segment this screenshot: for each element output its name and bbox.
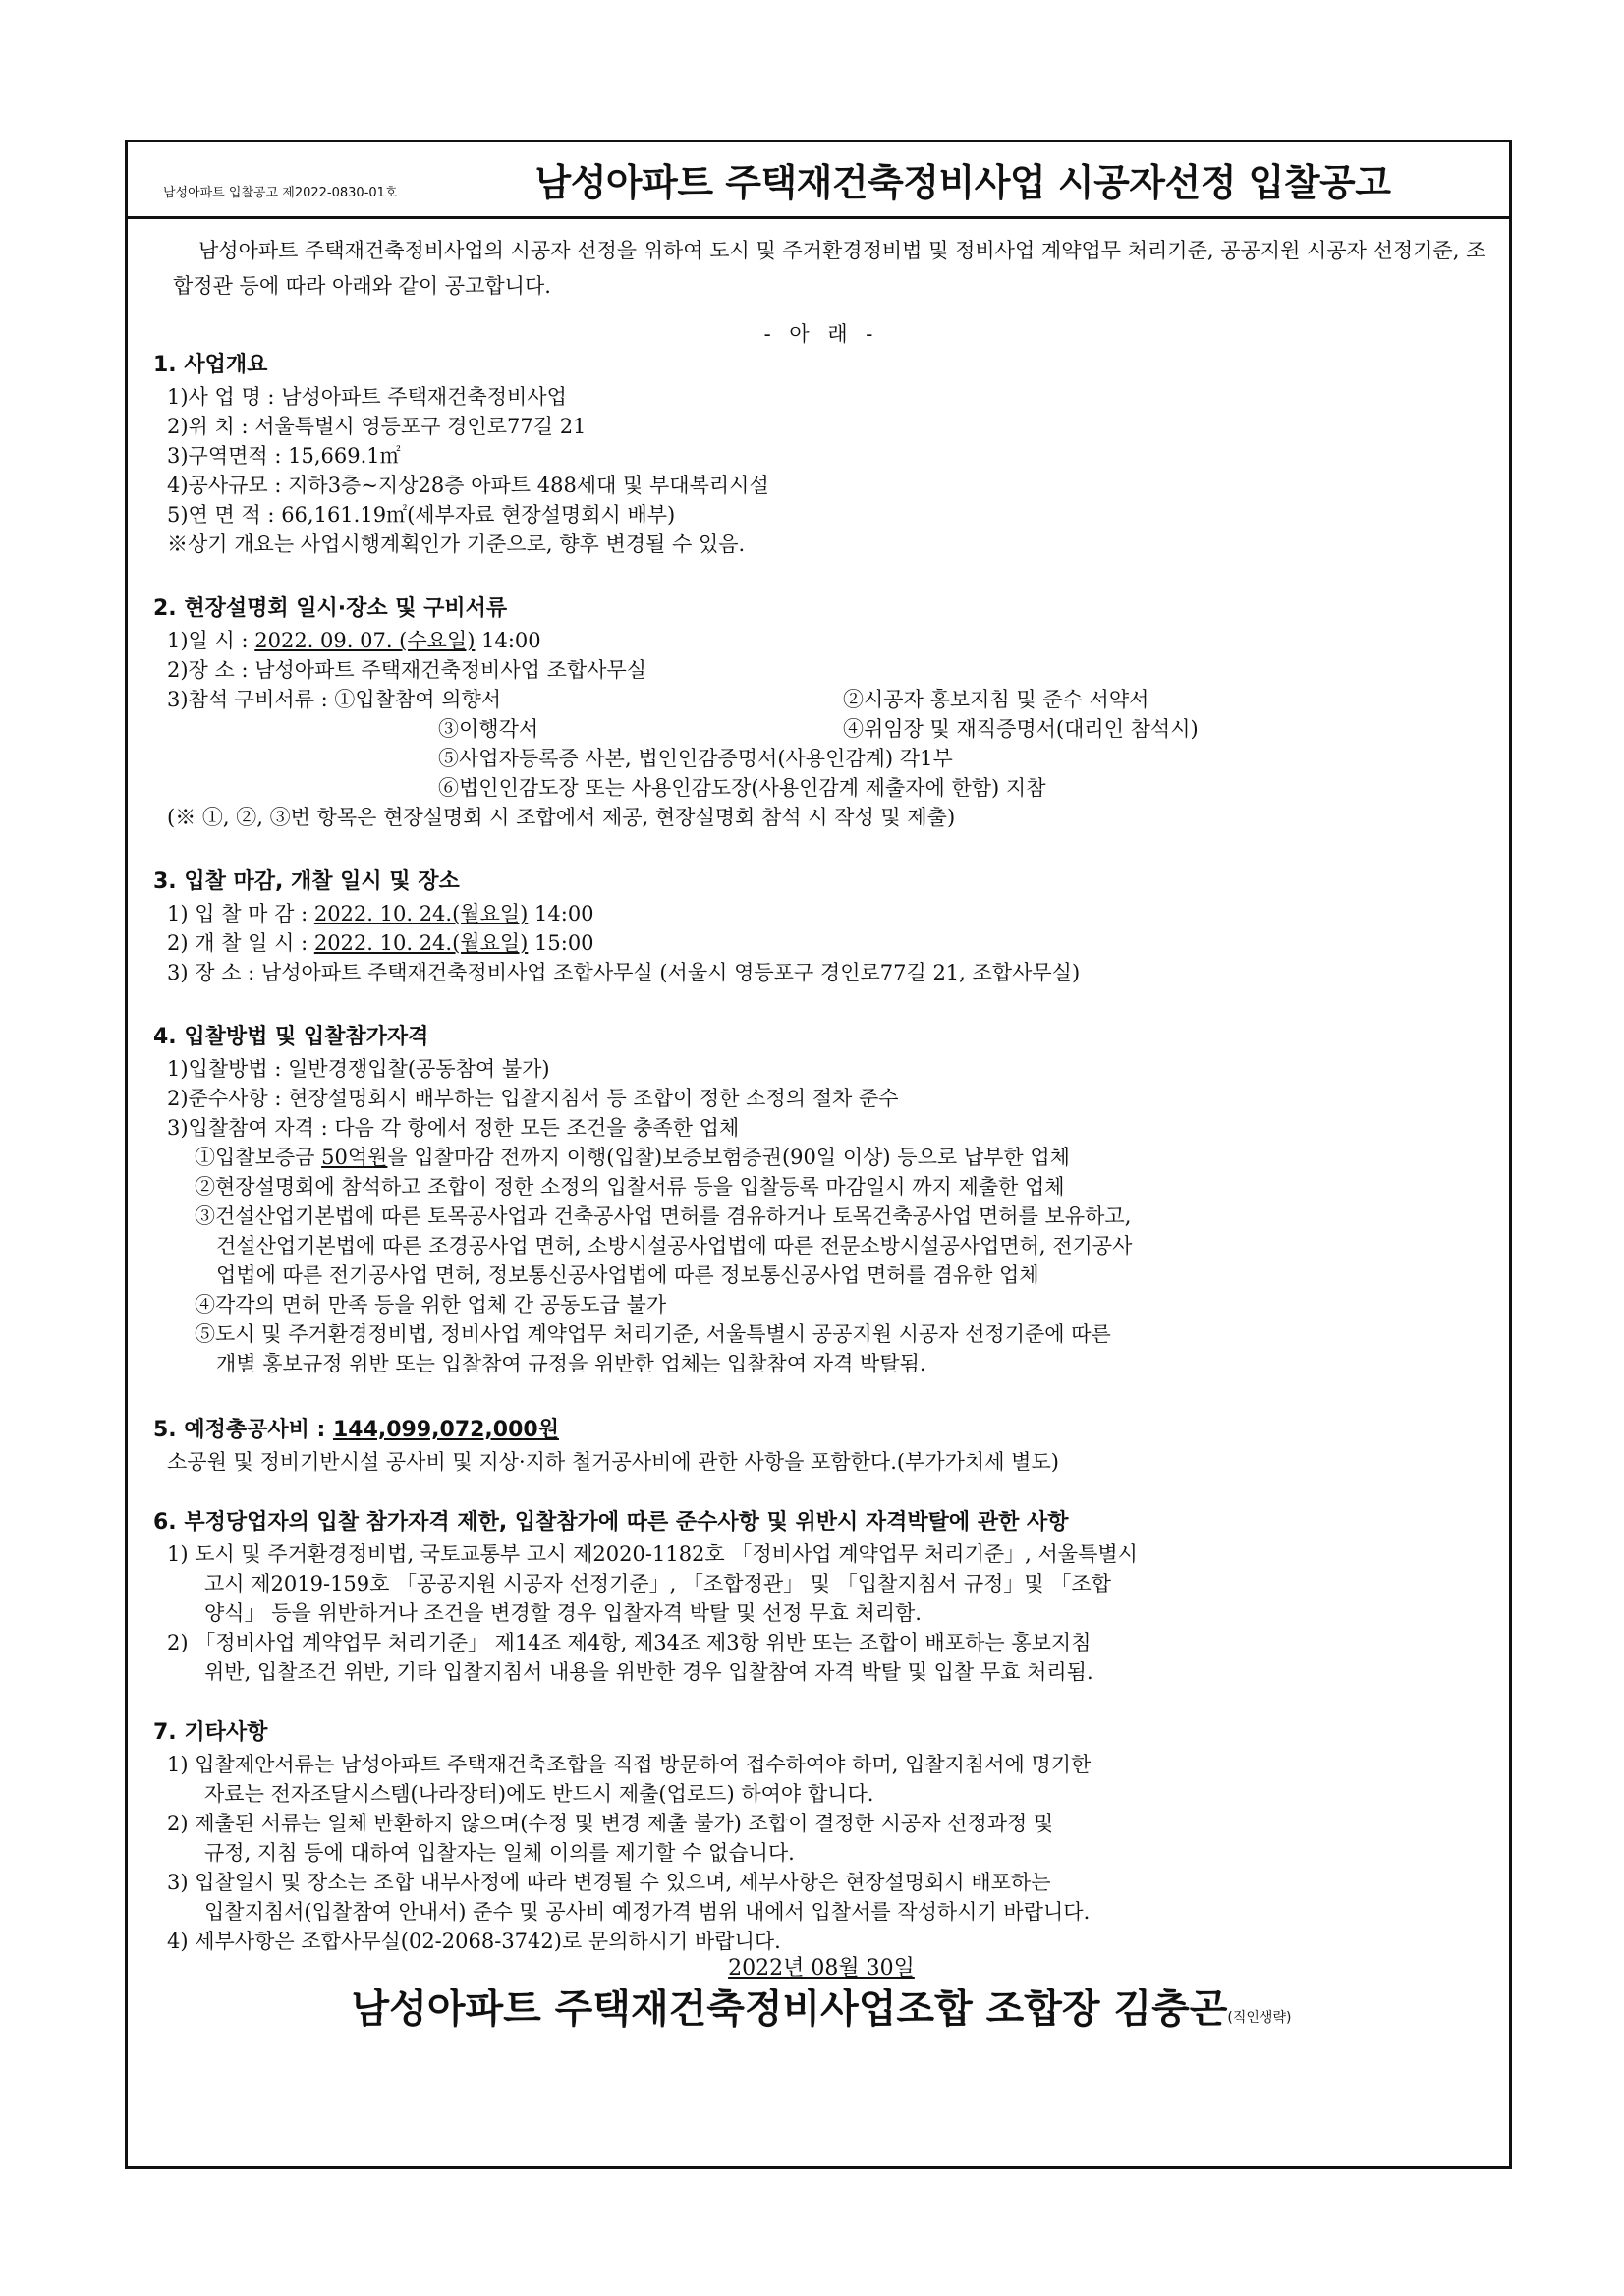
section-2-title: 2. 현장설명회 일시·장소 및 구비서류 (153, 596, 508, 621)
s3-opening (167, 928, 594, 958)
s2-time: 14:00 (475, 629, 541, 652)
s7-item-2a: 2) 제출된 서류는 일체 반환하지 않으며(수정 및 변경 제출 불가) 조합이 결정한 시공자 선정과정 및 (167, 1812, 1054, 1835)
intro-paragraph: 남성아파트 주택재건축정비사업의 시공자 선정을 위하여 도시 및 주거환경정비법 및 정비사업 계약업무 처리기준, 공공지원 시공자 선정기준, 조합정관 등에 따라 아래와 같이 공고합니다. (173, 239, 1486, 298)
s6-item-2a: 2) 「정비사업 계약업무 처리기준」 제14조 제4항, 제34조 제3항 위반 또는 조합이 배포하는 홍보지침 (167, 1631, 1092, 1654)
section-7-title: 7. 기타사항 (153, 1720, 268, 1745)
s2-datetime (167, 626, 541, 655)
s2-place: 2)장 소 : 남성아파트 주택재건축정비사업 조합사무실 (167, 658, 647, 682)
s2-docs-6: ⑥법인인감도장 또는 사용인감도장(사용인감계 제출자에 한함) 지참 (438, 776, 1046, 800)
s1-note: ※상기 개요는 사업시행계획인가 기준으로, 향후 변경될 수 있음. (167, 532, 746, 556)
s2-docs-2: ②시공자 홍보지침 및 준수 서약서 (843, 688, 1149, 711)
notice-frame (125, 140, 1512, 2169)
s5-amount: 144,099,072,000원 (332, 1418, 559, 1442)
s3-opening-time: 15:00 (528, 931, 594, 955)
s6-item-1a: 1) 도시 및 주거환경정비법, 국토교통부 고시 제2020-1182호 「정비사업 계약업무 처리기준」, 서울특별시 (167, 1542, 1138, 1566)
s3-deadline-time: 14:00 (528, 902, 594, 925)
s2-docs-1: 3)참석 구비서류 : ①입찰참여 의향서 (167, 688, 502, 711)
s1-scale: 4)공사규모 : 지하3층~지상28층 아파트 488세대 및 부대복리시설 (167, 474, 769, 497)
s7-item-1b: 자료는 전자조달시스템(나라장터)에도 반드시 제출(업로드) 하여야 합니다. (204, 1782, 874, 1806)
section-3-title: 3. 입찰 마감, 개찰 일시 및 장소 (153, 869, 460, 894)
s2-docs-3: ③이행각서 (438, 717, 539, 741)
s4-cond-3b: 건설산업기본법에 따른 조경공사업 면허, 소방시설공사업법에 따른 전문소방시설공사업면허, 전기공사 (216, 1234, 1133, 1258)
s7-item-2b: 규정, 지침 등에 대하여 입찰자는 일체 이의를 제기할 수 없습니다. (204, 1841, 795, 1865)
s3-opening-label: 2) 개 찰 일 시 : (167, 931, 314, 955)
signer-line (153, 1986, 1489, 2042)
s3-opening-date: 2022. 10. 24.(월요일) (313, 931, 529, 955)
s4-method: 1)입찰방법 : 일반경쟁입찰(공동참여 불가) (167, 1057, 550, 1081)
s6-item-1c: 양식」 등을 위반하거나 조건을 변경할 경우 입찰자격 박탈 및 선정 무효 처리함. (204, 1601, 922, 1625)
s1-location: 2)위 치 : 서울특별시 영등포구 경인로77길 21 (167, 415, 587, 438)
s3-deadline (167, 899, 594, 928)
seal-omitted: (직인생략) (1227, 2010, 1292, 2026)
section-5-title (153, 1416, 559, 1445)
notice-number: 남성아파트 입찰공고 제2022-0830-01호 (163, 186, 398, 200)
below-heading: - 아 래 - (763, 322, 879, 346)
s6-item-1b: 고시 제2019-159호 「공공지원 시공자 선정기준」, 「조합정관」 및 「입찰지침서 규정」및 「조합 (204, 1572, 1111, 1596)
s7-item-3b: 입찰지침서(입찰참여 안내서) 준수 및 공사비 예정가격 범위 내에서 입찰서를 작성하시기 바랍니다. (204, 1900, 1091, 1924)
s3-deadline-date: 2022. 10. 24.(월요일) (313, 902, 529, 925)
s5-note: 소공원 및 정비기반시설 공사비 및 지상·지하 철거공사비에 관한 사항을 포함한다.(부가가치세 별도) (167, 1450, 1059, 1474)
s3-place: 3) 장 소 : 남성아파트 주택재건축정비사업 조합사무실 (서울시 영등포구 경인로77길 21, 조합사무실) (167, 961, 1081, 984)
section-6-title: 6. 부정당업자의 입찰 참가자격 제한, 입찰참가에 따른 준수사항 및 위반시 자격박탈에 관한 사항 (153, 1510, 1069, 1535)
s4-qualification: 3)입찰참여 자격 : 다음 각 항에서 정한 모든 조건을 충족한 업체 (167, 1116, 740, 1140)
notice-date: 2022년 08월 30일 (728, 1956, 915, 1981)
s2-date: 2022. 09. 07. (수요일) (254, 629, 476, 652)
s2-docs-5: ⑤사업자등록증 사본, 법인인감증명서(사용인감계) 각1부 (438, 747, 953, 770)
s4-cond-1c: 을 입찰마감 전까지 이행(입찰)보증보험증권(90일 이상) 등으로 납부한 업체 (387, 1146, 1070, 1169)
s4-cond-2: ②현장설명회에 참석하고 조합이 정한 소정의 입찰서류 등을 입찰등록 마감일시 까지 제출한 업체 (195, 1175, 1065, 1199)
s4-cond-5a: ⑤도시 및 주거환경정비법, 정비사업 계약업무 처리기준, 서울특별시 공공지원 시공자 선정기준에 따른 (195, 1322, 1111, 1346)
s1-floor-area: 5)연 면 적 : 66,161.19㎡(세부자료 현장설명회시 배부) (167, 503, 676, 527)
s2-datetime-label: 1)일 시 : (167, 629, 255, 652)
s4-deposit: 50억원 (321, 1146, 388, 1169)
s1-project-name: 1)사 업 명 : 남성아파트 주택재건축정비사업 (167, 385, 567, 409)
s4-cond-5b: 개별 홍보규정 위반 또는 입찰참여 규정을 위반한 업체는 입찰참여 자격 박탈됨. (216, 1352, 926, 1375)
s4-cond-1 (195, 1143, 1070, 1172)
s4-cond-4: ④각각의 면허 만족 등을 위한 업체 간 공동도급 불가 (195, 1293, 667, 1316)
s4-compliance: 2)준수사항 : 현장설명회시 배부하는 입찰지침서 등 조합이 정한 소정의 절차 준수 (167, 1087, 899, 1110)
section-4-title: 4. 입찰방법 및 입찰참가자격 (153, 1025, 429, 1049)
s3-deadline-label: 1) 입 찰 마 감 : (167, 902, 314, 925)
s5-label: 5. 예정총공사비 : (153, 1418, 333, 1442)
s4-cond-3a: ③건설산업기본법에 따른 토목공사업과 건축공사업 면허를 겸유하거나 토목건축공사업 면허를 보유하고, (195, 1204, 1132, 1228)
s7-item-3a: 3) 입찰일시 및 장소는 조합 내부사정에 따라 변경될 수 있으며, 세부사항은 현장설명회시 배포하는 (167, 1871, 1051, 1894)
s4-cond-1a: ①입찰보증금 (195, 1146, 322, 1169)
notice-header (128, 142, 1509, 219)
s2-docs-4: ④위임장 및 재직증명서(대리인 참석시) (843, 717, 1199, 741)
section-1-title: 1. 사업개요 (153, 353, 268, 377)
signer-name: 남성아파트 주택재건축정비사업조합 조합장 김충곤 (351, 1987, 1228, 2032)
s4-cond-3c: 업법에 따른 전기공사업 면허, 정보통신공사업법에 따른 정보통신공사업 면허를 겸유한 업체 (216, 1263, 1039, 1287)
s1-area: 3)구역면적 : 15,669.1㎡ (167, 444, 401, 468)
s2-note: (※ ①, ②, ③번 항목은 현장설명회 시 조합에서 제공, 현장설명회 참석 시 작성 및 제출) (167, 806, 956, 829)
s6-item-2b: 위반, 입찰조건 위반, 기타 입찰지침서 내용을 위반한 경우 입찰참여 자격 박탈 및 입찰 무효 처리됨. (204, 1660, 1093, 1684)
notice-title: 남성아파트 주택재건축정비사업 시공자선정 입찰공고 (534, 161, 1391, 204)
s7-item-1a: 1) 입찰제안서류는 남성아파트 주택재건축조합을 직접 방문하여 접수하여야 하며, 입찰지침서에 명기한 (167, 1753, 1092, 1776)
s7-item-4: 4) 세부사항은 조합사무실(02-2068-3742)로 문의하시기 바랍니다. (167, 1930, 781, 1953)
